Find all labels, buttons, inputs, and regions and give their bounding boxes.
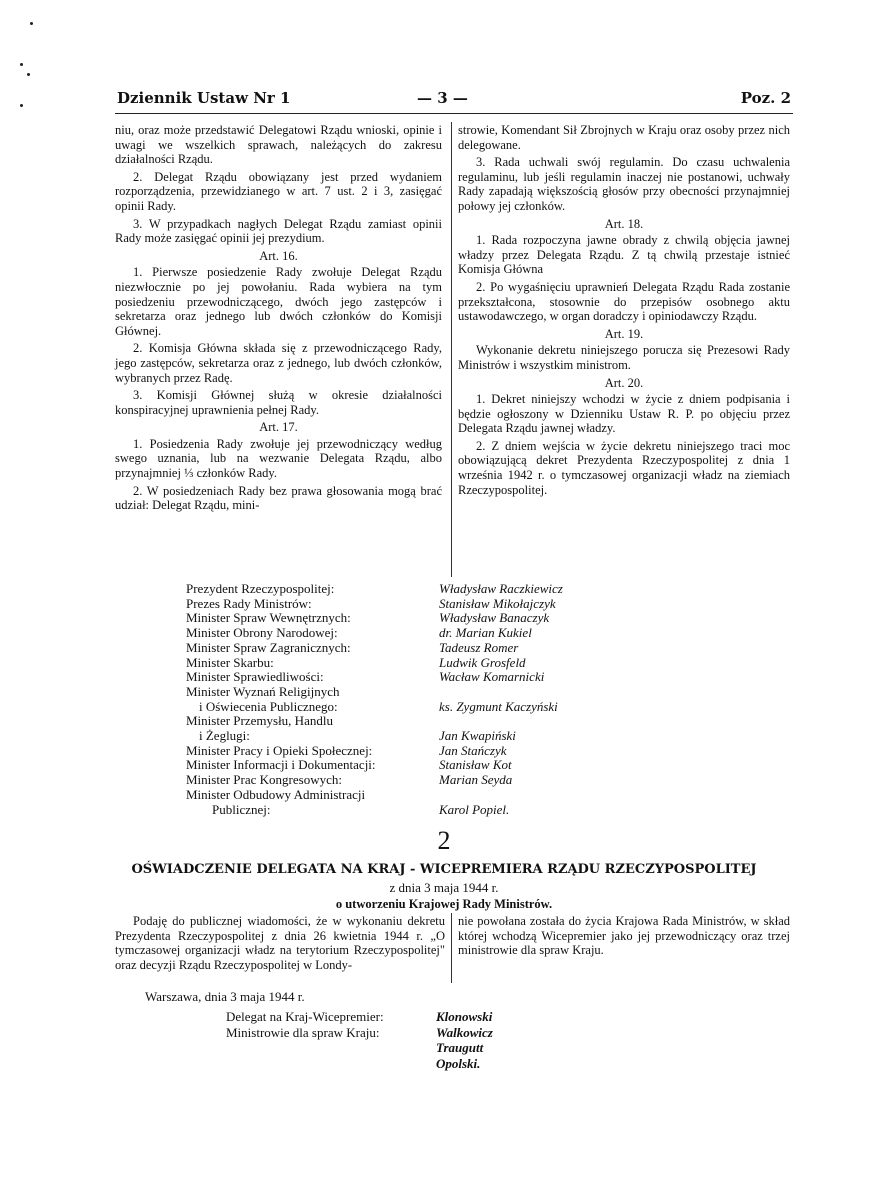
section-signatory-role [226, 1056, 436, 1072]
signatories-list [186, 582, 563, 817]
signatory-role: Prezydent Rzeczypospolitej: [186, 581, 335, 596]
page-header [117, 89, 791, 111]
signatory-name: Ludwik Grosfeld [439, 654, 526, 670]
signatory-role: Minister Prac Kongresowych: [186, 772, 342, 788]
section-signatory-row [226, 1025, 493, 1041]
signatory-row [186, 670, 563, 685]
signatory-row [186, 803, 563, 818]
article-heading: Art. 16. [259, 248, 298, 263]
signatory-role: Minister Informacji i Dokumentacji: [186, 757, 376, 773]
section-right-column [458, 914, 790, 961]
paragraph: Wykonanie dekretu niniejszego porucza się Prezesowi Rady Ministrów i wszystkim ministrom. [458, 343, 790, 372]
section-date: z dnia 3 maja 1944 r. [389, 880, 499, 895]
speck [27, 73, 30, 76]
signatory-row [186, 582, 563, 597]
signatory-role: i Oświecenia Publicznego: [186, 698, 338, 714]
section-signatories [226, 1009, 493, 1071]
section-subject: o utworzeniu Krajowej Rady Ministrów. [335, 897, 553, 911]
signatory-row [186, 611, 563, 626]
section-signatory-row [226, 1056, 493, 1072]
signatory-role: Minister Wyznań Religijnych [186, 683, 340, 699]
signatory-name: Wacław Komarnicki [439, 669, 545, 685]
column-divider [451, 122, 452, 577]
paragraph: 3. Komisji Głównej służą w okresie działalności konspiracyjnej uprawnienia pełnej Rady. [115, 388, 442, 417]
paragraph: 1. Dekret niniejszy wchodzi w życie z dniem podpisania i będzie ogłoszony w Dzienniku Ustaw R. P. po objęciu przez Delegata Rządu jawnej władzy. [458, 392, 790, 436]
signatory-name: Jan Kwapiński [439, 728, 516, 744]
section-signatory-role: Ministrowie dla spraw Kraju: [226, 1024, 380, 1040]
signatory-role: Minister Obrony Narodowej: [186, 625, 338, 641]
signatory-name: Stanisław Kot [439, 757, 512, 773]
signatory-name: Tadeusz Romer [439, 639, 519, 655]
paragraph: 2. Po wygaśnięciu uprawnień Delegata Rządu Rada zostanie przekształcona, stosownie do przepisów osobnego aktu ustawodawczego, w organ doradczy i opiniodawczy Rządu. [458, 279, 790, 324]
paragraph: 1. Pierwsze posiedzenie Rady zwołuje Delegat Rządu niezwłocznie po jej powołaniu. Rada wybiera na tym posiedzeniu przewodniczącego, dwóch jego zastępców i sekretarza oraz jednego lub dwóch członków do Komisji Głównej. [115, 265, 442, 338]
signatory-row [186, 597, 563, 612]
header-rule [115, 113, 793, 114]
signatory-role: Publicznej: [186, 801, 271, 817]
signatory-name: ks. Zygmunt Kaczyński [439, 698, 558, 714]
signatory-name: Marian Seyda [439, 772, 513, 788]
section-signatory-role [226, 1040, 436, 1056]
section-signatory-row [226, 1009, 493, 1025]
place-date: Warszawa, dnia 3 maja 1944 r. [145, 989, 305, 1004]
signatory-role: Minister Sprawiedliwości: [186, 669, 324, 685]
signatory-row [186, 656, 563, 671]
signatory-role: Minister Przemysłu, Handlu [186, 713, 333, 729]
paragraph: niu, oraz może przedstawić Delegatowi Rządu wnioski, opinie i uwagi we wszelkich sprawach, należących do zakresu działalności Rządu. [115, 123, 442, 167]
signatory-name: Władysław Banaczyk [439, 610, 550, 626]
position-number: Poz. 2 [740, 89, 791, 107]
signatory-name: Jan Stańczyk [439, 742, 507, 758]
signatory-row [186, 758, 563, 773]
section-right-text: nie powołana została do życia Krajowa Rada Ministrów, w skład której wchodzą Wicepremier jako jej przewodniczący oraz trzej ministrowie dla spraw Kraju. [458, 914, 790, 958]
signatory-role: Prezes Rady Ministrów: [186, 595, 312, 611]
speck [30, 22, 33, 25]
signatory-row [186, 788, 563, 803]
signatory-row [186, 626, 563, 641]
signatory-row [186, 641, 563, 656]
signatory-role: Minister Skarbu: [186, 654, 274, 670]
right-column [458, 123, 790, 500]
section-left-text: Podaję do publicznej wiadomości, że w wykonaniu dekretu Prezydenta Rzeczypospolitej z dnia 26 kwietnia 1944 r. „O tymczasowej organizacji władz na terytorium Rzeczypospolitej" oraz decyzji Rządu Rzeczypospolitej w Londy- [115, 914, 445, 972]
article-heading: Art. 19. [604, 326, 644, 341]
signatory-role: Minister Odbudowy Administracji [186, 786, 366, 802]
left-column [115, 123, 442, 516]
signatory-role: i Żeglugi: [186, 728, 250, 744]
signatory-role: Minister Pracy i Opieki Społecznej: [186, 742, 373, 758]
article-heading: Art. 18. [604, 216, 644, 231]
paragraph: 3. W przypadkach nagłych Delegat Rządu zamiast opinii Rady może zasięgać opinii jej prezydium. [115, 216, 442, 246]
section-title: OŚWIADCZENIE DELEGATA NA KRAJ - WICEPREMIERA RZĄDU RZECZYPOSPOLITEJ [131, 862, 757, 877]
signatory-role: Minister Spraw Zagranicznych: [186, 639, 351, 655]
signatory-role: Minister Spraw Wewnętrznych: [186, 610, 351, 626]
signatory-row [186, 773, 563, 788]
paragraph: 1. Rada rozpoczyna jawne obrady z chwilą objęcia jawnej władzy przez Delegata Rządu. Z tą chwilą przestaje istnieć Komisja Główna [458, 233, 790, 277]
paragraph: 2. Delegat Rządu obowiązany jest przed wydaniem rozporządzenia, przewidzianego w art. 7 ust. 2 i 3, zasięgać opinii Rady. [115, 169, 442, 213]
section-signatory-role: Delegat na Kraj-Wicepremier: [226, 1009, 384, 1024]
section-left-column [115, 914, 445, 975]
speck [20, 63, 23, 66]
section-column-divider [451, 913, 452, 983]
signatory-name: dr. Marian Kukiel [439, 625, 532, 641]
paragraph: strowie, Komendant Sił Zbrojnych w Kraju oraz osoby przez nich delegowane. [458, 123, 790, 152]
page-number: — 3 — [417, 89, 468, 107]
signatory-name: Władysław Raczkiewicz [439, 581, 563, 596]
paragraph: 1. Posiedzenia Rady zwołuje jej przewodniczący według swego uznania, lub na wezwanie Delegata Rządu, albo przynajmniej ⅓ członków Rady. [115, 436, 442, 481]
paragraph: 3. Rada uchwali swój regulamin. Do czasu uchwalenia regulaminu, lub jeśli regulamin inaczej nie postanowi, uchwały Rady zapadają większością głosów przy obecności przynajmniej połowy jej członków. [458, 155, 790, 213]
article-heading: Art. 17. [259, 420, 298, 435]
signatory-name: Karol Popiel. [439, 801, 510, 817]
journal-title: Dziennik Ustaw Nr 1 [117, 89, 291, 107]
section-signatory-name: Traugutt [436, 1040, 484, 1055]
signatory-name: Stanisław Mikołajczyk [439, 595, 556, 611]
section-signatory-row [226, 1040, 493, 1056]
signatory-row [186, 685, 563, 700]
section-signatory-name: Klonowski [436, 1009, 493, 1024]
signatory-row [186, 700, 563, 715]
article-heading: Art. 20. [604, 375, 644, 390]
paragraph: 2. W posiedzeniach Rady bez prawa głosowania mogą brać udział: Delegat Rządu, mini- [115, 483, 442, 513]
section-signatory-name: Opolski. [436, 1055, 481, 1071]
paragraph: 2. Z dniem wejścia w życie dekretu niniejszego traci moc obowiązującą dekret Prezydenta Rzeczypospolitej z dnia 1 września 1942 r. o tymczasowej organizacji władz na ziemiach Rzeczypospolitej. [458, 438, 790, 497]
signatory-row [186, 729, 563, 744]
section-signatory-name: Walkowicz [436, 1024, 493, 1040]
paragraph: 2. Komisja Główna składa się z przewodniczącego Rady, jego zastępców, sekretarza oraz z jednego, lub dwóch członków, wybranych przez Radę. [115, 341, 442, 385]
signatory-row [186, 714, 563, 729]
signatory-row [186, 744, 563, 759]
speck [20, 104, 23, 107]
section-number: 2 [437, 826, 451, 855]
